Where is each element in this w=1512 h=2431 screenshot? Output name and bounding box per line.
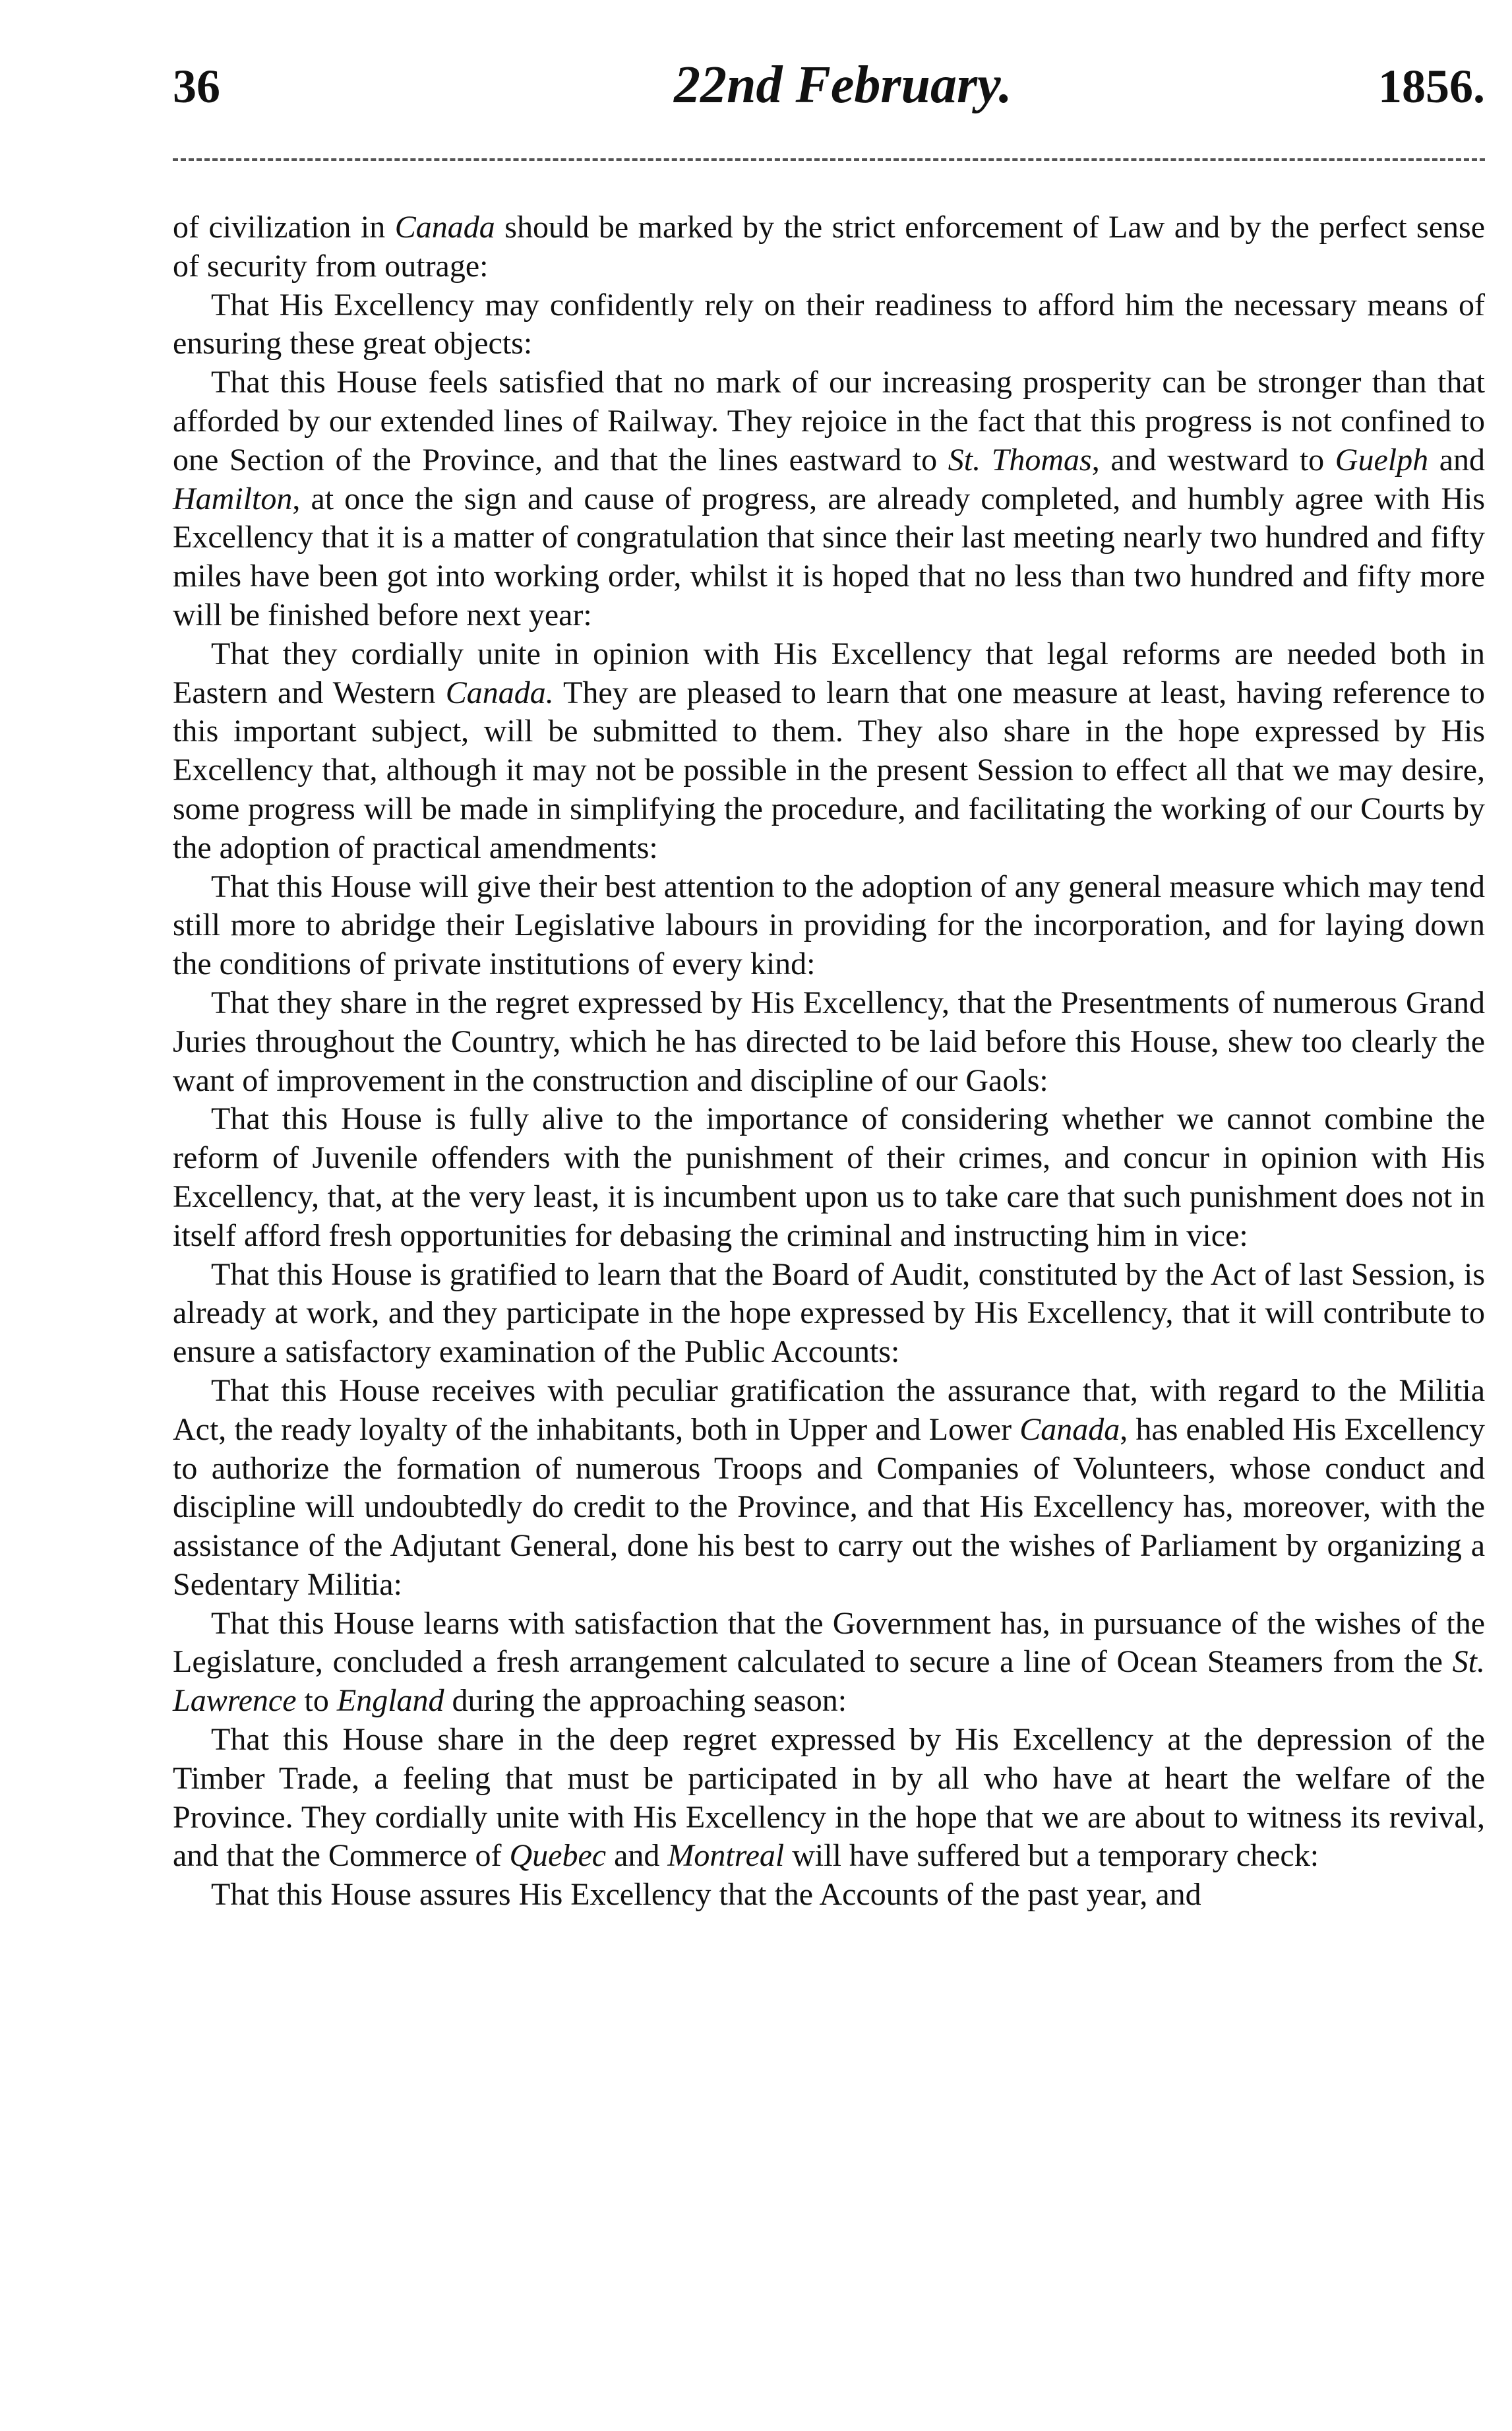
text-run: That His Excellency may confidently rely on their readiness to afford him the necessary means of ensuring these great objects: xyxy=(173,287,1485,361)
text-run: , at once the sign and cause of progress, are already completed, and humbly agree with His Excellency that it is a matter of congratulation that since their last meeting nearly two hundred and fifty miles have been got into working order, whilst it is hoped that no less than two hundred and fifty more will be finished before next year: xyxy=(173,481,1486,632)
place-name: England xyxy=(336,1683,444,1719)
text-run: That this House assures His Excellency that the Accounts of the past year, and xyxy=(211,1877,1201,1913)
text-run: should be marked by the strict enforcement of Law and by the perfect sense of security from outrage: xyxy=(173,210,1486,284)
place-name: Montreal xyxy=(667,1838,785,1874)
place-name: Quebec xyxy=(509,1838,607,1874)
paragraph xyxy=(173,868,1485,984)
text-run: to xyxy=(296,1683,337,1719)
text-run: They are pleased to learn that one measure at least, having reference to this important subject, will be submitted to them. They also share in the hope expressed by His Excellency that, although it may not be possible in the present Session to effect all that we may desire, some progress will be made in simplifying the procedure, and facilitating the working of our Courts by the adoption of practical amendments: xyxy=(173,675,1485,865)
text-run: That this House learns with satisfaction that the Government has, in pursuance of the wishes of the Legislature, concluded a fresh arrangement calculated to secure a line of Ocean Steamers from the xyxy=(173,1605,1485,1680)
text-run: That this House is fully alive to the importance of considering whether we cannot combine the reform of Juvenile offenders with the punishment of their crimes, and concur in opinion with His Excellency, that, at the very least, it is incumbent upon us to take care that such punishment does not in itself afford fresh opportunities for debasing the criminal and instructing him in vice: xyxy=(173,1101,1485,1253)
place-name: Canada xyxy=(1019,1411,1120,1447)
text-run: of civilization in xyxy=(173,210,395,245)
text-run: , and westward to xyxy=(1091,442,1335,477)
text-run: during the approaching season: xyxy=(444,1683,847,1719)
body-text xyxy=(173,208,1485,1915)
paragraph xyxy=(173,208,1485,286)
paragraph xyxy=(173,635,1485,868)
page-header xyxy=(173,56,1485,142)
paragraph xyxy=(173,1256,1485,1372)
text-run: and xyxy=(1428,442,1486,477)
place-name: Hamilton xyxy=(173,481,293,516)
paragraph xyxy=(173,1372,1485,1605)
paragraph xyxy=(173,363,1485,635)
text-run: That this House feels satisfied that no mark of our increasing prosperity can be stronger than that afforded by our extended lines of Railway. They rejoice in the fact that this progress is not confined to one Section of the Province, and that the lines eastward to xyxy=(173,365,1485,477)
paragraph xyxy=(173,1721,1485,1876)
text-run: That this House is gratified to learn that the Board of Audit, constituted by the Act of last Session, is already at work, and they participate in the hope expressed by His Excellency, that it will contribute to ensure a satisfactory examination of the Public Accounts: xyxy=(173,1256,1485,1370)
paragraph xyxy=(173,1605,1485,1721)
header-rule xyxy=(173,158,1485,161)
page-number: 36 xyxy=(173,60,220,113)
text-run: will have suffered but a temporary check: xyxy=(784,1838,1319,1874)
paragraph xyxy=(173,286,1485,364)
text-run: That this House receives with peculiar gratification the assurance that, with regard to the Militia Act, the ready loyalty of the inhabitants, both in Upper and Lower xyxy=(173,1372,1485,1447)
place-name: Canada. xyxy=(445,675,554,710)
place-name: Canada xyxy=(394,210,495,245)
running-year: 1856. xyxy=(1378,60,1485,113)
text-run: That they cordially unite in opinion with His Excellency that legal reforms are needed both in Eastern and Western xyxy=(173,636,1485,710)
place-name: Guelph xyxy=(1335,442,1429,477)
text-run: That this House will give their best attention to the adoption of any general measure which may tend still more to abridge their Legislative labours in providing for the incorporation, and for laying down the conditions of private institutions of every kind: xyxy=(173,869,1485,982)
paragraph xyxy=(173,1100,1485,1255)
place-name: St. Lawrence xyxy=(173,1644,1485,1719)
place-name: St. Thomas xyxy=(948,442,1092,477)
text-run: That they share in the regret expressed by His Excellency, that the Presentments of numerous Grand Juries throughout the Country, which he has directed to be laid before this House, shew too clearly the want of improvement in the construction and discipline of our Gaols: xyxy=(173,985,1485,1098)
text-run: and xyxy=(606,1838,668,1874)
text-run: , has enabled His Excellency to authorize the formation of numerous Troops and Companies of Volunteers, whose conduct and discipline will undoubtedly do credit to the Province, and that His Excellency has, moreover, with the assistance of the Adjutant General, done his best to carry out the wishes of Parliament by organizing a Sedentary Militia: xyxy=(173,1411,1486,1602)
paragraph xyxy=(173,984,1485,1100)
running-date: 22nd February. xyxy=(674,56,1012,114)
paragraph xyxy=(173,1876,1485,1915)
text-run: That this House share in the deep regret expressed by His Excellency at the depression of the Timber Trade, a feeling that must be participated in by all who have at heart the welfare of the Province. They cordially unite with His Excellency in the hope that we are about to witness its revival, and that the Commerce of xyxy=(173,1722,1485,1874)
